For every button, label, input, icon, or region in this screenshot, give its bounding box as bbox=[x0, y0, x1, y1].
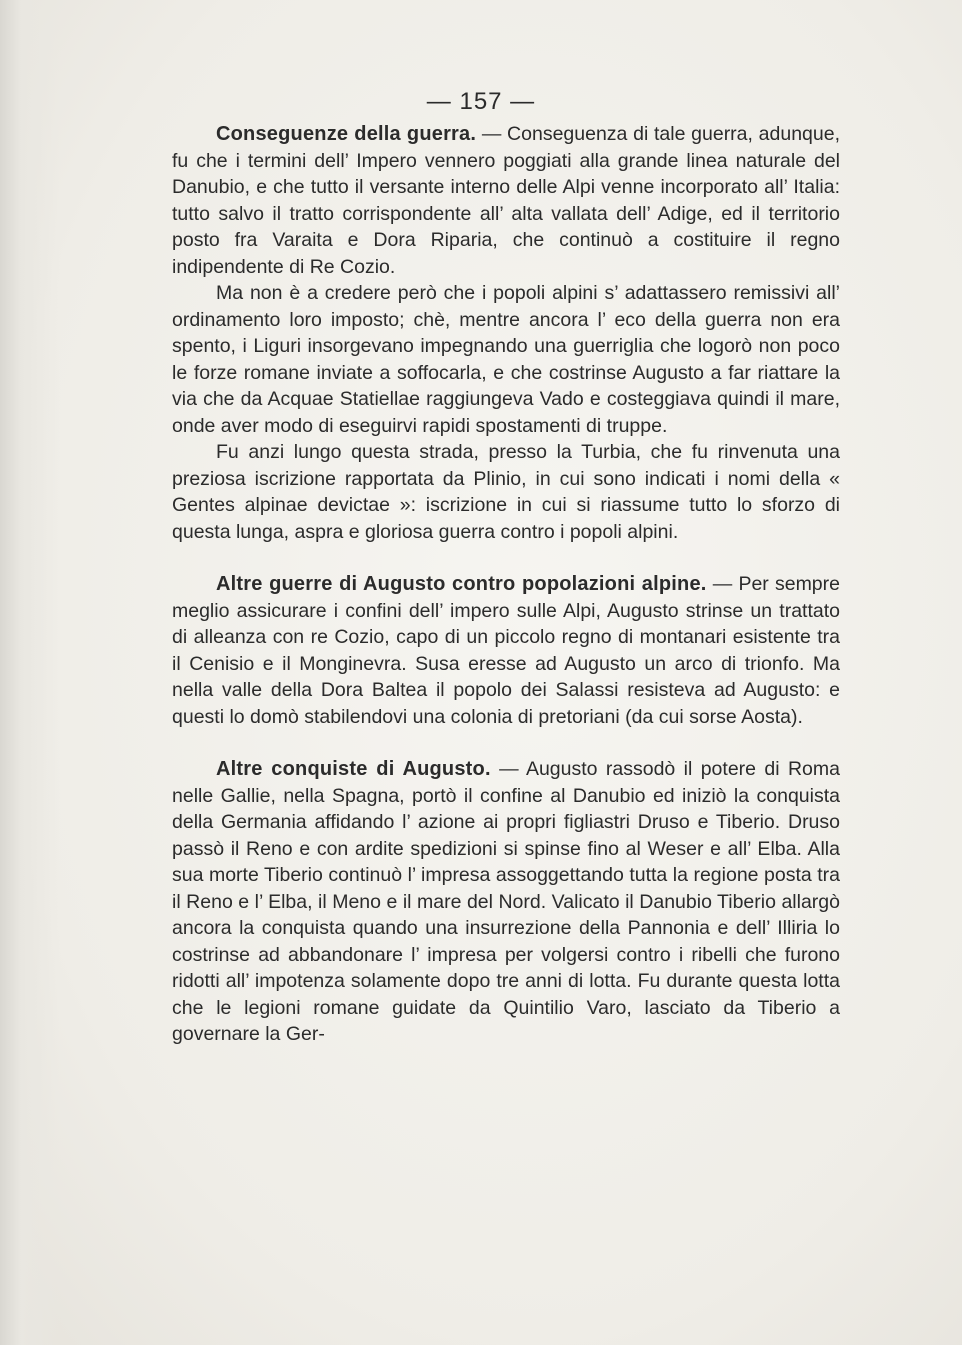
page-gutter-shadow bbox=[0, 0, 60, 1345]
section-1-paragraph-1: Conseguenze della guerra. — Conseguenza di tale guerra, adunque, fu che i termini dell’ Impero vennero poggiati alla grande linea naturale del Danubio, e che tutto il versante interno delle Alpi venne incorporato all’ Italia: tutto salvo il tratto corrispondente all’ alta vallata dell’ Adige, ed il territorio posto fra Varaita e Dora Riparia, che continuò a costituire il regno indipendente di Re Cozio. bbox=[172, 123, 840, 278]
page-number: — 157 — bbox=[426, 88, 536, 115]
section-heading: Altre guerre di Augusto contro popolazioni alpine. bbox=[216, 573, 707, 595]
paragraph-text: Per sempre meglio assicurare i confini dell’ impero sulle Alpi, Augusto strinse un trattato di alleanza con re Cozio, capo di un piccolo regno di montanari esistente tra il Cenisio e il Monginevra. Susa eresse ad Augusto un arco di trionfo. Ma nella valle della Dora Baltea il popolo dei Salassi resisteva ad Augusto: e questi lo domò stabilendovi una colonia di pretoriani (da cui sorse Aosta). bbox=[172, 573, 840, 728]
section-1-paragraph-3: Fu anzi lungo questa strada, presso la Turbia, che fu rinvenuta una preziosa iscrizione rapportata da Plinio, in cui sono indicati i nomi della « Gentes alpinae devictae »: iscrizione in cui si riassume tutto lo sforzo di questa lunga, aspra e gloriosa guerra contro i popoli alpini. bbox=[172, 441, 840, 543]
section-heading: Altre conquiste di Augusto. bbox=[216, 758, 491, 780]
paragraph-text: Conseguenza di tale guerra, adunque, fu che i termini dell’ Impero vennero poggiati alla grande linea naturale del Danubio, e che tutto il versante interno delle Alpi venne incorporato all’ Italia: tutto salvo il tratto corrispondente all’ alta vallata dell’ Adige, ed il territorio posto fra Varaita e Dora Riparia, che continuò a costituire il regno indipendente di Re Cozio. bbox=[172, 123, 840, 278]
section-heading: Conseguenze della guerra. bbox=[216, 123, 477, 145]
section-1-paragraph-2: Ma non è a credere però che i popoli alpini s’ adattassero remissivi all’ ordinamento loro imposto; chè, mentre ancora l’ eco della guerra non era spento, i Liguri insorgevano impegnando una guerriglia che logorò non poco le forze romane inviate a soffocarla, e che costrinse Augusto a far riattare la via che da Acquae Statiellae raggiungeva Vado e costeggiava quindi il mare, onde aver modo di eseguirvi rapidi spostamenti di truppe. bbox=[172, 282, 840, 437]
section-2-paragraph-1: Altre guerre di Augusto contro popolazioni alpine. — Per sempre meglio assicurare i confini dell’ impero sulle Alpi, Augusto strinse un trattato di alleanza con re Cozio, capo di un piccolo regno di montanari esistente tra il Cenisio e il Monginevra. Susa eresse ad Augusto un arco di trionfo. Ma nella valle della Dora Baltea il popolo dei Salassi resisteva ad Augusto: e questi lo domò stabilendovi una colonia di pretoriani (da cui sorse Aosta). bbox=[172, 573, 840, 728]
page-body bbox=[172, 121, 840, 1048]
paragraph-text: Augusto rassodò il potere di Roma nelle Gallie, nella Spagna, portò il confine al Danubio ed iniziò la conquista della Germania affidando l’ azione ai propri figliastri Druso e Tiberio. Druso passò il Reno e con ardite spedizioni si spinse fino al Weser e all’ Elba. Alla sua morte Tiberio continuò l’ impresa assoggettando tutta la regione posta tra il Reno e l’ Elba, il Meno e il mare del Nord. Valicato il Danubio Tiberio allargò ancora la conquista quando una insurrezione della Pannonia e dell’ Illiria lo costrinse ad abbandonare l’ impresa per volgersi contro i ribelli che furono ridotti all’ impotenza solamente dopo tre anni di lotta. Fu durante questa lotta che le legioni romane guidate da Quintilio Varo, lasciato da Tiberio a governare la Ger- bbox=[172, 758, 840, 1045]
section-3-paragraph-1: Altre conquiste di Augusto. — Augusto rassodò il potere di Roma nelle Gallie, nella Spagna, portò il confine al Danubio ed iniziò la conquista della Germania affidando l’ azione ai propri figliastri Druso e Tiberio. Druso passò il Reno e con ardite spedizioni si spinse fino al Weser e all’ Elba. Alla sua morte Tiberio continuò l’ impresa assoggettando tutta la regione posta tra il Reno e l’ Elba, il Meno e il mare del Nord. Valicato il Danubio Tiberio allargò ancora la conquista quando una insurrezione della Pannonia e dell’ Illiria lo costrinse ad abbandonare l’ impresa per volgersi contro i ribelli che furono ridotti all’ impotenza solamente dopo tre anni di lotta. Fu durante questa lotta che le legioni romane guidate da Quintilio Varo, lasciato da Tiberio a governare la Ger- bbox=[172, 758, 840, 1045]
